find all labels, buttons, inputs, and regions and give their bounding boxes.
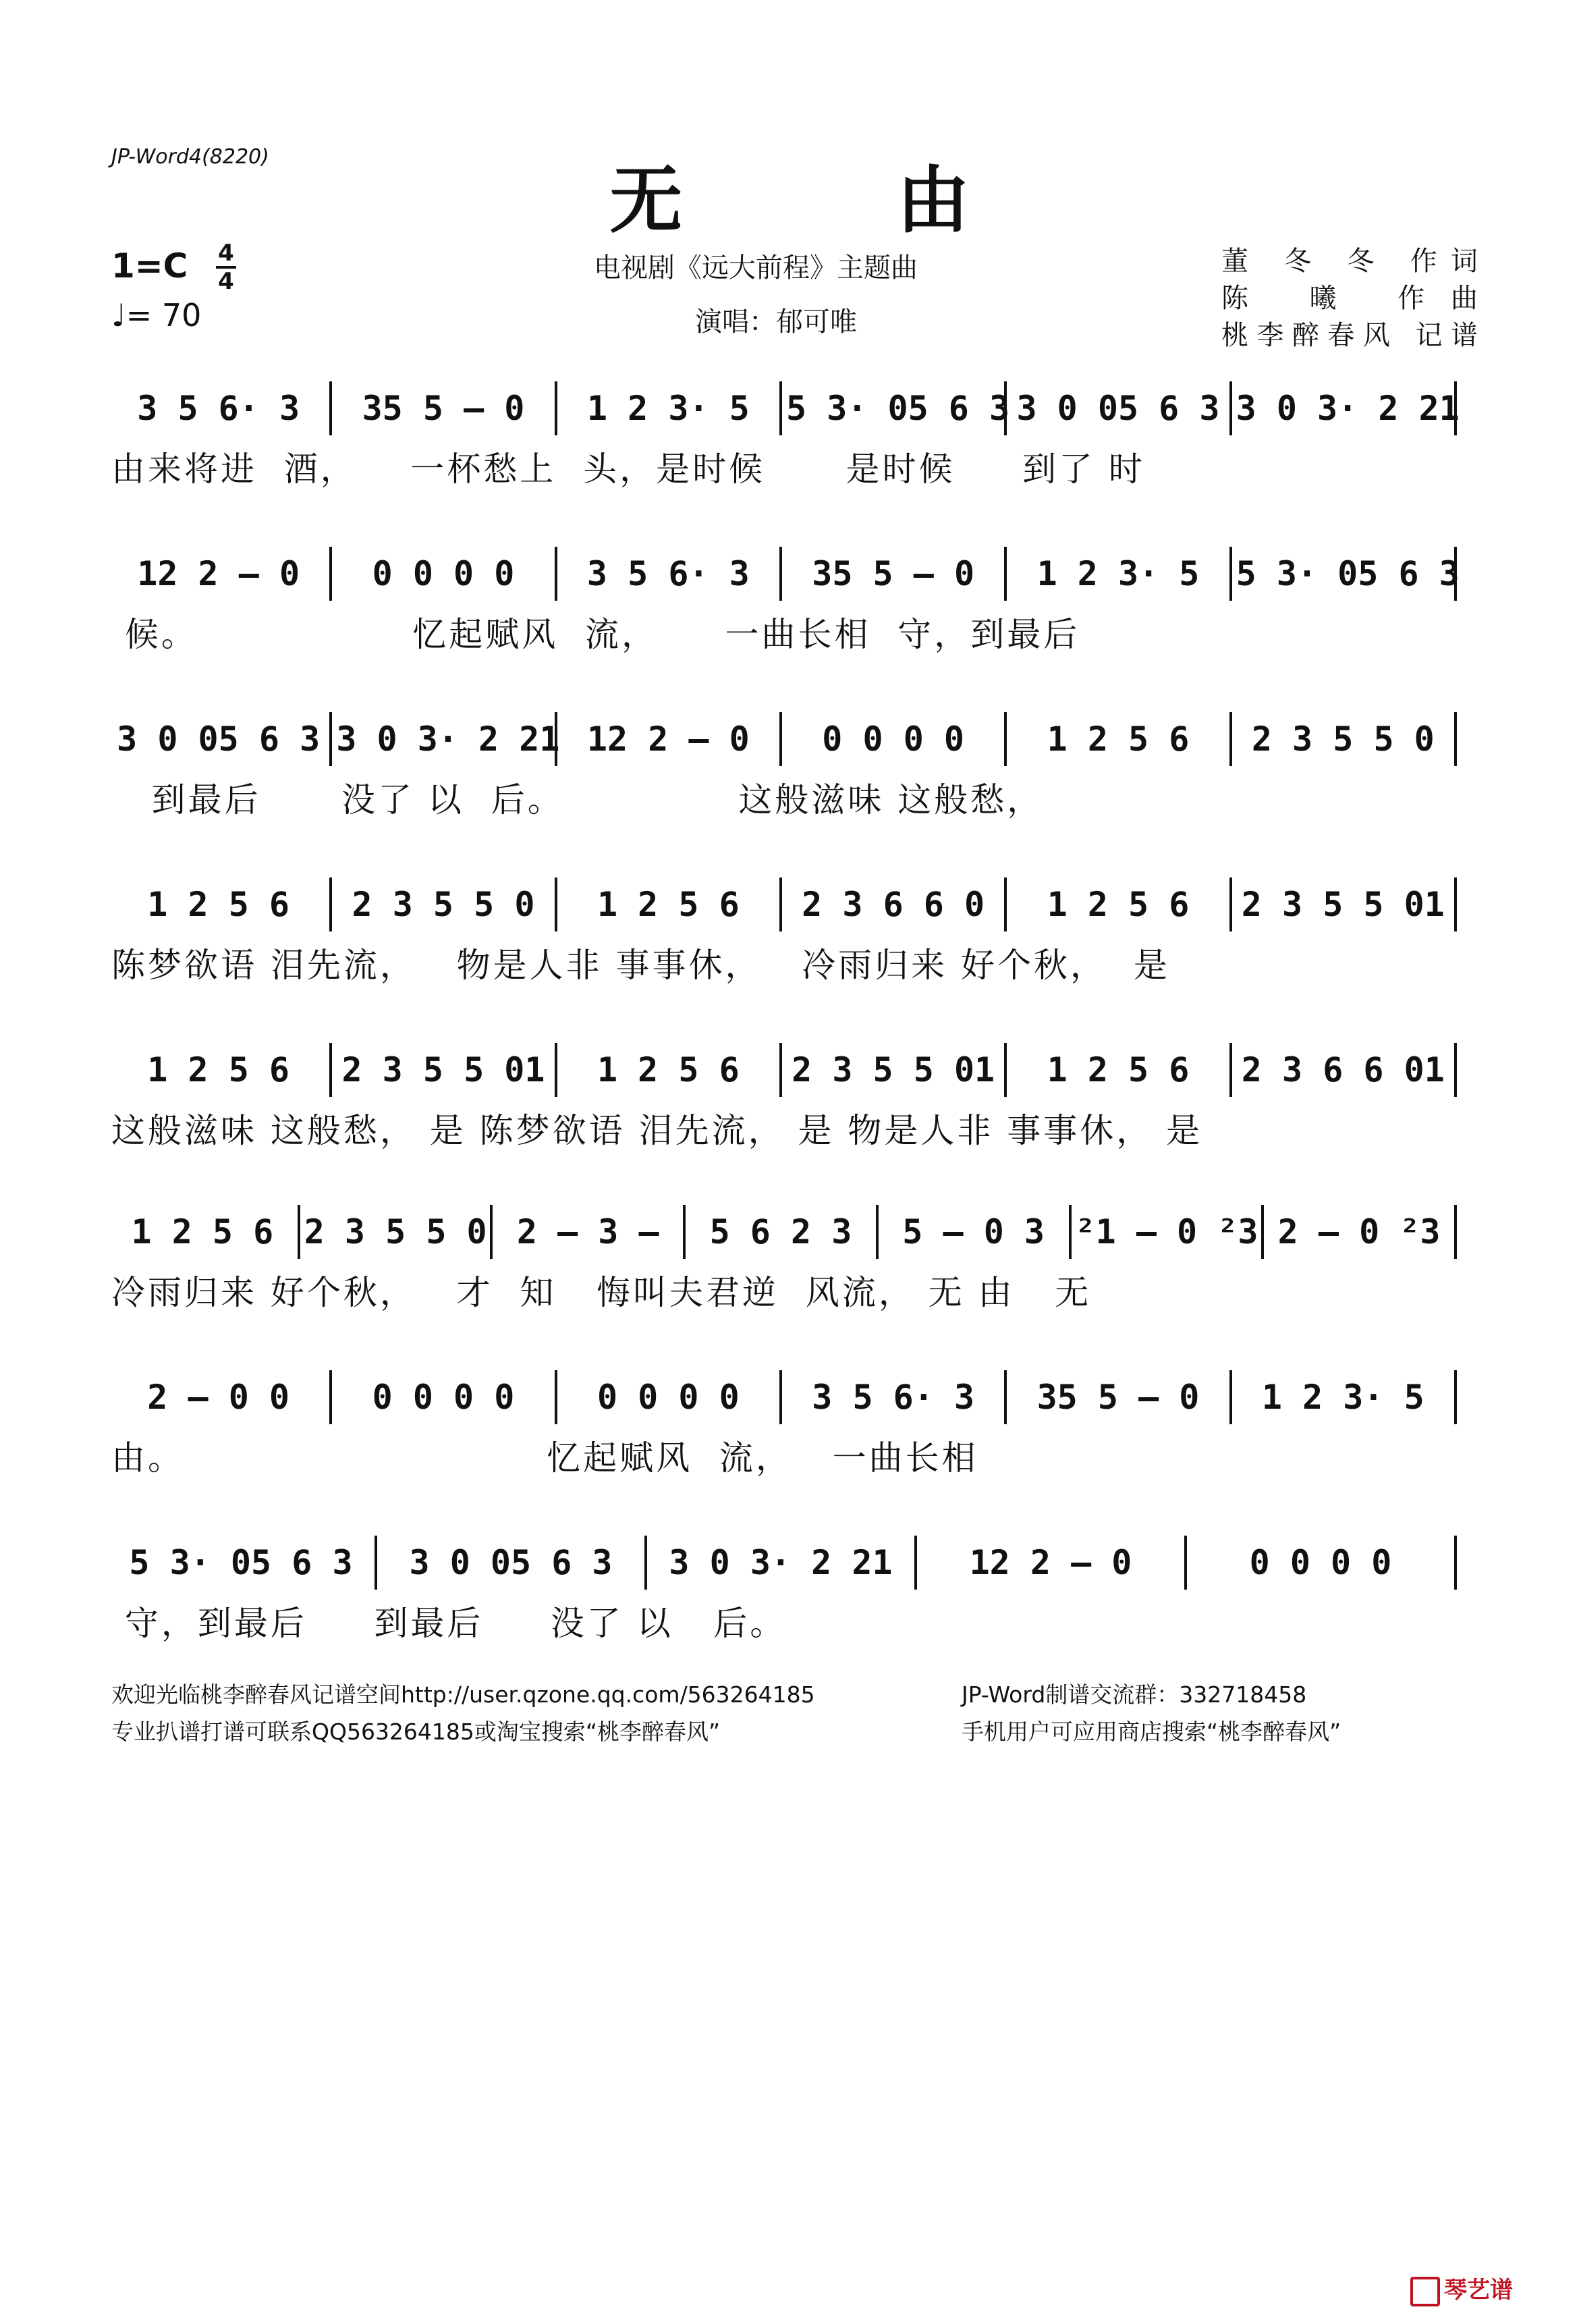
bar-line [1229,1370,1232,1424]
notes-line [111,881,1461,928]
bar-line [779,1370,782,1424]
lyrics-line: 候。 忆起赋风 流， 一曲长相 守，到最后 [111,615,1080,654]
measure: 1 2 5 6 [131,1212,274,1251]
measure: 1 2 3· 5 [586,389,750,428]
bar-line [1004,712,1007,766]
measure: 1 2 5 6 [1047,1050,1190,1089]
measure: 35 5 – 0 [362,389,525,428]
bar-line [329,547,332,601]
bar-line [555,877,557,931]
bar-line [329,712,332,766]
bar-line [1454,547,1457,601]
measure: 0 0 0 0 [372,1378,515,1417]
time-signature-top: 4 [218,240,234,267]
measure: 2 – 3 – [516,1212,659,1251]
bar-line [555,547,557,601]
measure: 5 3· 05 6 3 [1236,554,1460,593]
bar-line [555,1043,557,1097]
measure: 1 2 5 6 [1047,885,1190,924]
measure: 1 2 5 6 [1047,720,1190,759]
measure: 2 3 6 6 01 [1241,1050,1445,1089]
bar-line [1184,1536,1187,1590]
lyrics-line: 陈梦欲语 泪先流， 物是人非 事事休， 冷雨归来 好个秋， 是 [111,946,1170,985]
bar-line [555,381,557,435]
measure: 5 6 2 3 [709,1212,852,1251]
measure: ²1 – 0 ²3 [1075,1212,1258,1251]
bar-line [779,877,782,931]
measure: 0 0 0 0 [372,554,515,593]
measure: 35 5 – 0 [812,554,975,593]
bar-line [329,877,332,931]
measure: 5 – 0 3 [902,1212,1045,1251]
measure: 3 0 3· 2 21 [336,720,560,759]
measure: 2 3 5 5 0 [1251,720,1435,759]
lyrics-line: 由来将进 酒， 一杯愁上 头，是时候 是时候 到了 时 [111,450,1145,489]
measure: 0 0 0 0 [1249,1543,1392,1582]
bar-line [329,1043,332,1097]
measure: 3 0 3· 2 21 [1236,389,1460,428]
subtitle: 电视剧《远大前程》主题曲 [594,252,918,283]
lyrics-line: 这般滋味 这般愁， 是 陈梦欲语 泪先流， 是 物是人非 事事休， 是 [111,1111,1203,1150]
measure: 1 2 5 6 [597,1050,740,1089]
measure: 2 3 5 5 01 [1241,885,1445,924]
bar-line [1454,1536,1457,1590]
bar-line [1454,1043,1457,1097]
measure: 12 2 – 0 [586,720,750,759]
measure: 1 2 3· 5 [1261,1378,1424,1417]
bar-line [683,1205,686,1259]
measure: 3 0 05 6 3 [117,720,321,759]
lyrics-line: 守，到最后 到最后 没了 以 后。 [111,1604,787,1643]
bar-line [1454,1205,1457,1259]
measure: 1 2 5 6 [147,885,290,924]
measure: 2 3 5 5 01 [792,1050,995,1089]
key-signature: 1=C [111,246,188,286]
bar-line [1229,712,1232,766]
measure: 1 2 5 6 [147,1050,290,1089]
notes-line [111,1208,1461,1255]
bar-line [490,1205,493,1259]
bar-line [914,1536,917,1590]
measure: 5 3· 05 6 3 [785,389,1010,428]
bar-line [1069,1205,1072,1259]
bar-line [1229,547,1232,601]
software-label: JP-Word4(8220) [111,145,269,169]
measure: 3 5 6· 3 [137,389,300,428]
bar-line [644,1536,647,1590]
measure: 2 – 0 0 [147,1378,290,1417]
measure: 3 5 6· 3 [812,1378,975,1417]
footer-line2-left: 专业扒谱打谱可联系QQ563264185或淘宝搜索“桃李醉春风” [111,1719,721,1745]
bar-line [555,1370,557,1424]
notes-line [111,385,1461,432]
bar-line [375,1536,377,1590]
time-signature-bottom: 4 [218,268,234,295]
bar-line [298,1205,300,1259]
bar-line [1004,381,1007,435]
measure: 2 3 5 5 0 [352,885,535,924]
bar-line [1454,1370,1457,1424]
footer-line1-right: JP-Word制谱交流群：332718458 [962,1681,1307,1708]
notes-line [111,1539,1461,1586]
notes-line [111,550,1461,597]
lyrics-line: 冷雨归来 好个秋， 才 知 悔叫夫君逆 风流， 无 由 无 [111,1273,1092,1312]
measure: 2 3 5 5 01 [341,1050,545,1089]
measure: 3 0 3· 2 21 [669,1543,893,1582]
measure: 3 0 05 6 3 [1016,389,1220,428]
measure: 35 5 – 0 [1036,1378,1200,1417]
measure: 3 5 6· 3 [586,554,750,593]
page-title: 无 由 [609,159,1064,243]
singer-credit: 演唱：郁可唯 [695,306,857,337]
transcriber-credit: 桃李醉春风 记谱 [1221,320,1478,351]
footer-line2-right: 手机用户可应用商店搜索“桃李醉春风” [962,1719,1341,1745]
measure: 2 3 5 5 0 [304,1212,487,1251]
composer-credit: 陈 曦 作曲 [1221,283,1478,314]
notes-line [111,715,1461,763]
bar-line [1229,877,1232,931]
bar-line [1004,547,1007,601]
bar-line [779,712,782,766]
measure: 0 0 0 0 [822,720,964,759]
bar-line [876,1205,879,1259]
bar-line [1004,1370,1007,1424]
site-logo: 琴艺谱 [1410,2271,1513,2306]
logo-icon [1410,2277,1440,2306]
bar-line [329,381,332,435]
bar-line [779,547,782,601]
bar-line [1454,712,1457,766]
footer-line1-left: 欢迎光临桃李醉春风记谱空间http://user.qzone.qq.com/563264185 [111,1681,815,1708]
measure: 0 0 0 0 [597,1378,740,1417]
notes-line [111,1374,1461,1421]
measure: 12 2 – 0 [969,1543,1132,1582]
tempo-marking: ♩= 70 [111,297,202,333]
bar-line [329,1370,332,1424]
bar-line [1261,1205,1264,1259]
measure: 2 3 6 6 0 [802,885,985,924]
measure: 2 – 0 ²3 [1277,1212,1441,1251]
bar-line [1004,877,1007,931]
measure: 12 2 – 0 [137,554,300,593]
measure: 1 2 5 6 [597,885,740,924]
time-signature [216,242,236,293]
bar-line [1229,1043,1232,1097]
bar-line [1454,877,1457,931]
measure: 3 0 05 6 3 [409,1543,613,1582]
notes-line [111,1046,1461,1093]
lyrics-line: 到最后 没了 以 后。 这般滋味 这般愁， [111,780,1044,819]
lyrics-line: 由。 忆起赋风 流， 一曲长相 [111,1438,978,1478]
bar-line [555,712,557,766]
bar-line [779,1043,782,1097]
bar-line [1229,381,1232,435]
measure: 5 3· 05 6 3 [129,1543,353,1582]
bar-line [779,381,782,435]
measure: 1 2 3· 5 [1036,554,1200,593]
lyricist-credit: 董 冬 冬 作词 [1221,246,1478,277]
bar-line [1004,1043,1007,1097]
bar-line [1454,381,1457,435]
